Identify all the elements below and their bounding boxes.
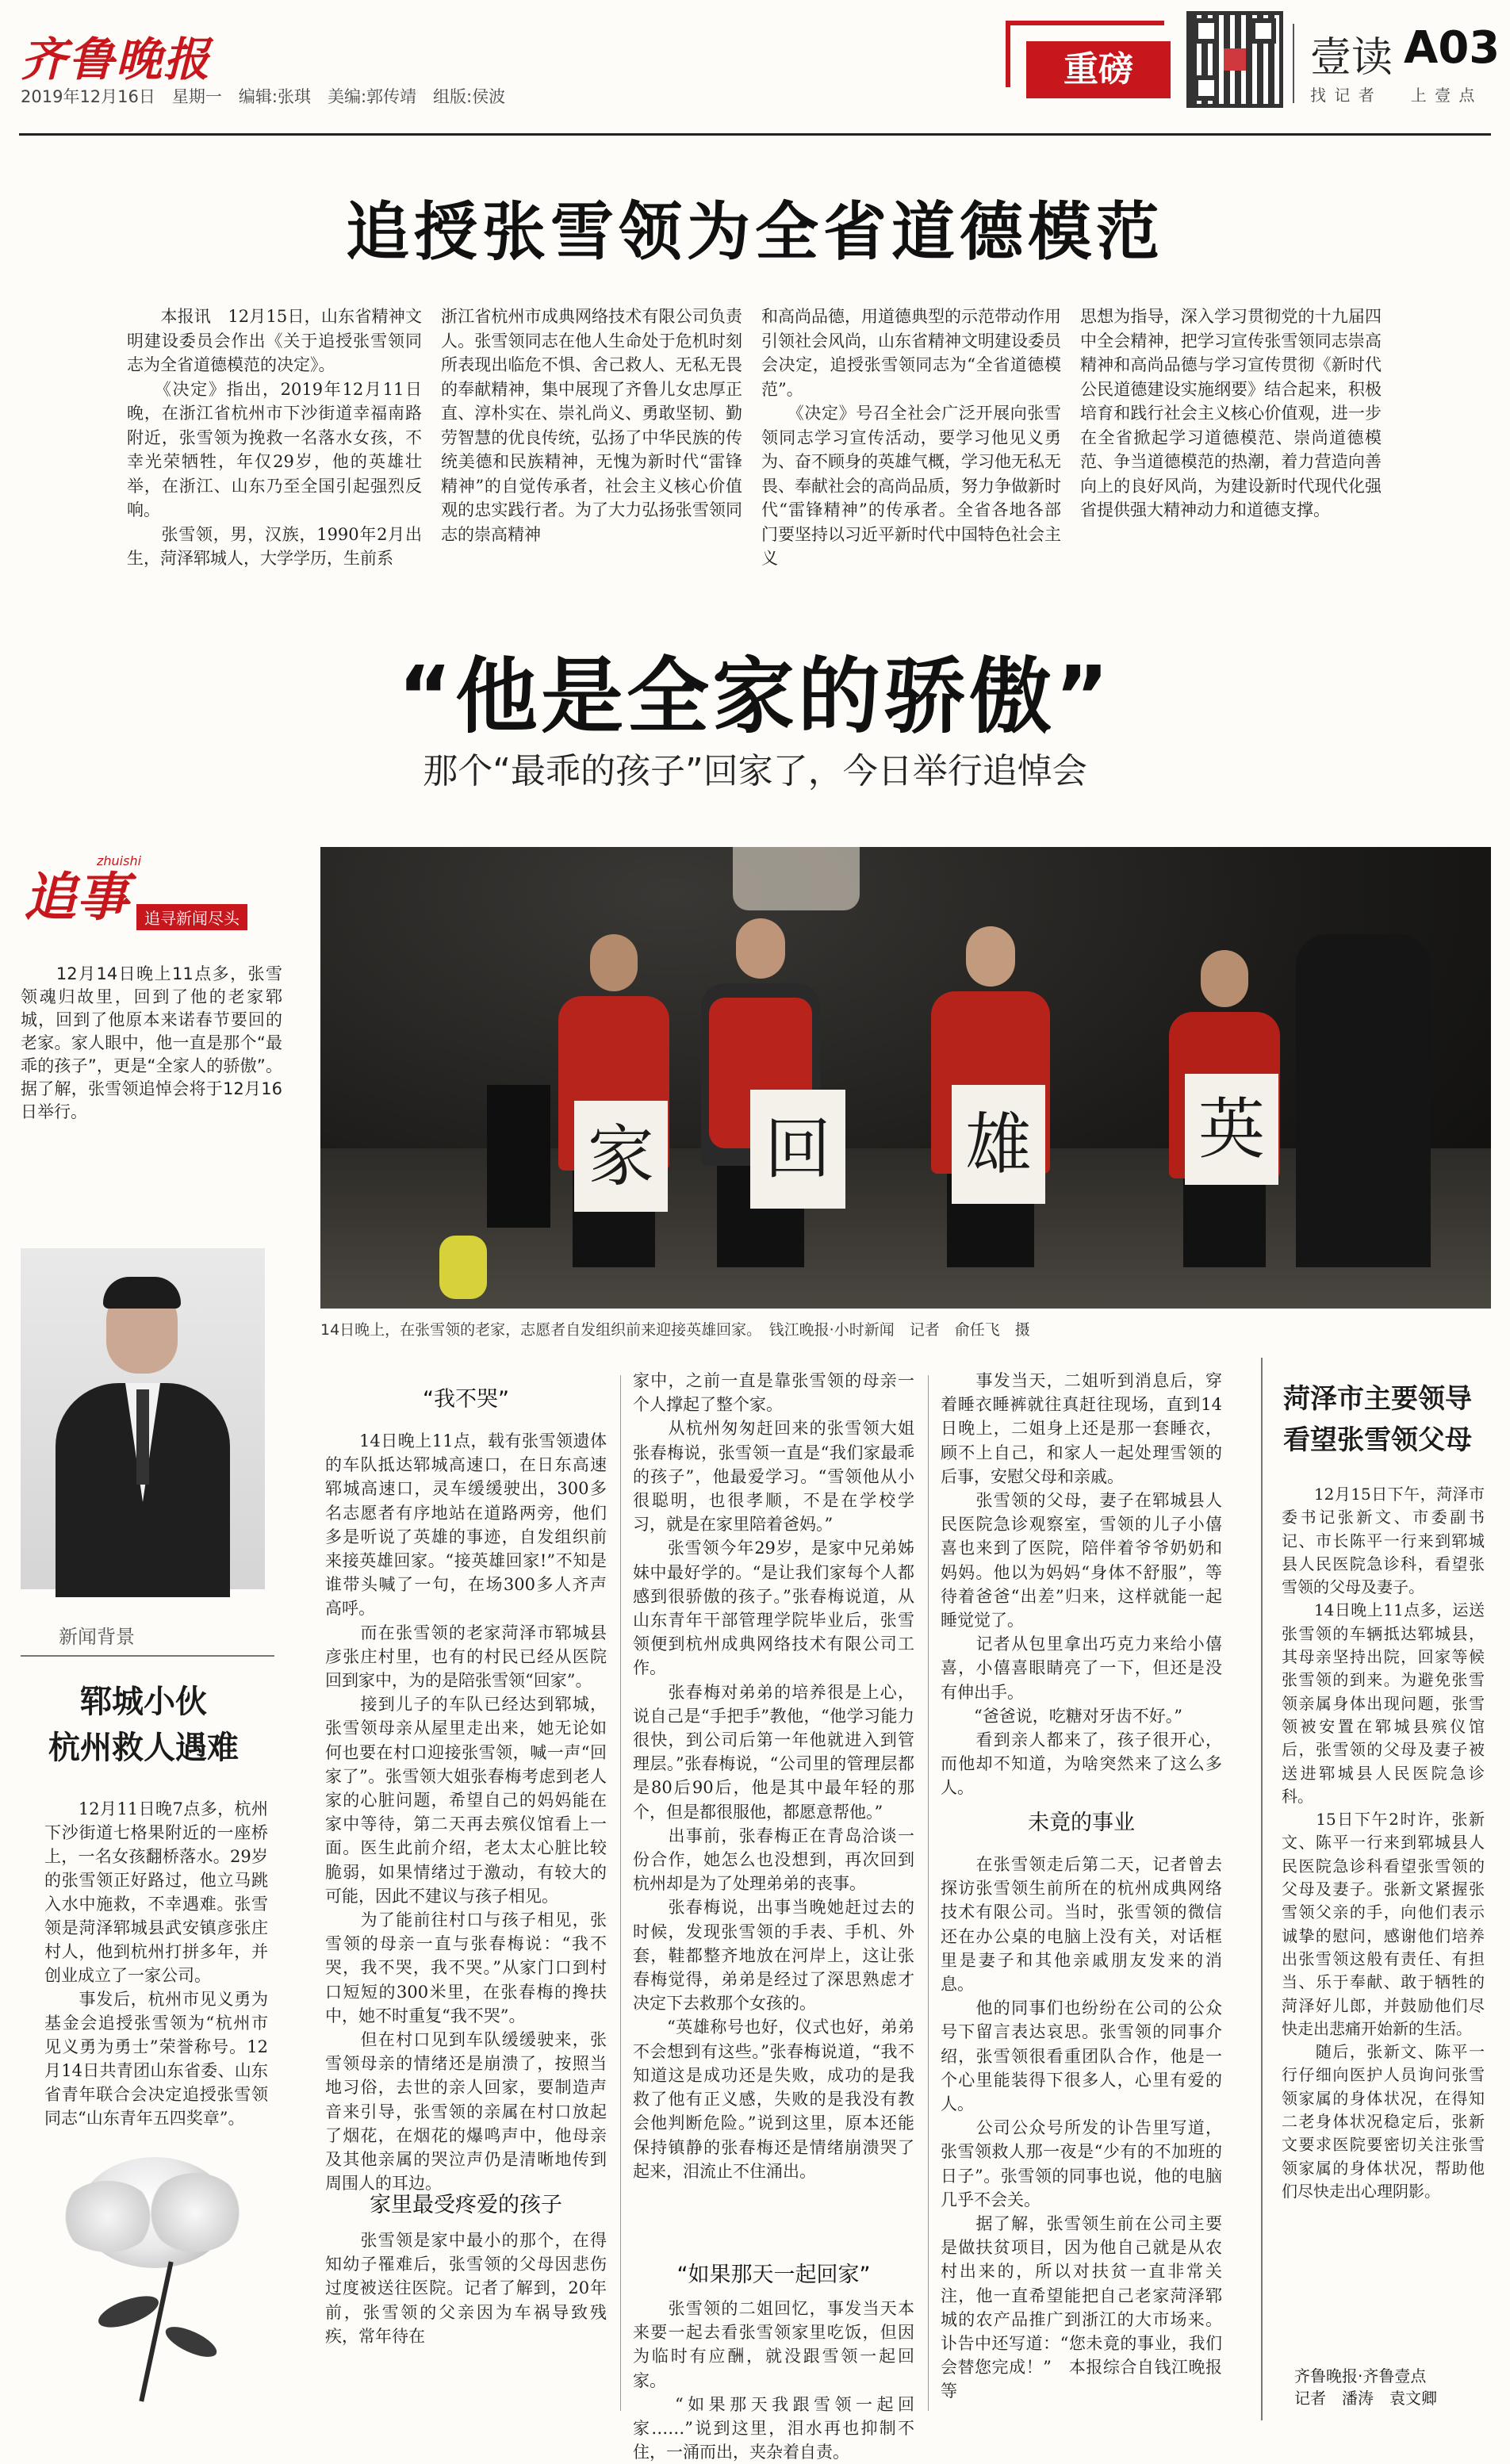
- sign-char: 回: [764, 1110, 831, 1188]
- masthead-rule: [19, 133, 1491, 136]
- section-tag: [1006, 21, 1164, 90]
- subhead-most-loved-child: 家里最受疼爱的孩子: [370, 2193, 562, 2217]
- photo-caption: 14日晚上，在张雪领的老家，志愿者自发组织前来迎接英雄回家。 钱江晚报·小时新闻 记者 俞任飞 摄: [320, 1321, 1030, 1339]
- main-col2b: 张雪领的二姐回忆，事发当天本来要一起去看张雪领家里吃饭，但因为临时有应酬，就没跟雪领一起回家。 “如果那天我跟雪领一起回家……”说到这里，泪水再也抑制不住，一涌而出，夹杂着自责。: [633, 2299, 914, 2462]
- masthead: [0, 0, 1510, 143]
- zhuishi-logo: [24, 853, 286, 933]
- subhead-unfinished-career: 未竟的事业: [1028, 1811, 1135, 1835]
- background-title-line2: 杭州救人遇难: [48, 1730, 239, 1766]
- sign-hui: [750, 1090, 845, 1209]
- article1-col4: 思想为指导，深入学习贯彻党的十九届四中全会精神，把学习宣传张雪领同志崇高精神和高尚品德与学习宣传贯彻《新时代公民道德建设实施纲要》结合起来，积极培育和践行社会主义核心价值观，进一步在全省掀起学习道德模范、崇尚道德模范、争当道德模范的热潮，着力营造向善向上的良好风尚，为建设新时代现代化强省提供强大精神动力和道德支撑。: [1080, 307, 1382, 519]
- main-col1b: 张雪领是家中最小的那个，在得知幼子罹难后，张雪领的父母因悲伤过度被送往医院。记者了解到，20年前，张雪领的父亲因为车祸导致残疾，常年待在: [325, 2231, 607, 2346]
- column-divider: [620, 1375, 621, 2411]
- zhuishi-pinyin: zhuishi: [97, 853, 142, 868]
- background-body: 12月11日晚7点多，杭州下沙街道七格果附近的一座桥上，一名女孩翻桥落水。29岁的张雪领正好路过，他立马跳入水中施救，不幸遇难。张雪领是菏泽郓城县武安镇彦张庄村人，他到杭州打拼多年，并创业成立了一家公司。 事发后，杭州市见义勇为基金会追授张雪领为“杭州市见义勇为勇士”荣誉称号。12月14日共青团山东省委、山东省青年联合会决定追授张雪领同志“山东青年五四奖章”。: [44, 1799, 268, 2128]
- background-label: 新闻背景: [21, 1618, 274, 1657]
- sidebar-byline: 齐鲁晚报·齐鲁壹点 记者 潘涛 袁文卿: [1294, 2366, 1437, 2408]
- sidebar-title-line2: 看望张雪领父母: [1283, 1424, 1472, 1456]
- page-number: A03: [1404, 22, 1500, 74]
- section-tag-label: 重磅: [1026, 41, 1171, 98]
- volunteers-photo: [320, 847, 1491, 1309]
- sign-char: 雄: [964, 1106, 1032, 1183]
- main-col3: 事发当天，二姐听到消息后，穿着睡衣睡裤就往真赶往现场，直到14日晚上，二姐身上还是那一套睡衣，顾不上自己，和家人一起处理雪领的后事，安慰父母和亲戚。 张雪领的父母，妻子在郓城县人民医院急诊观察室，雪领的儿子小僖喜也来到了医院，陪伴着爷爷奶奶和妈妈。他以为妈妈“身体不舒服”，等待着爸爸“出差”归来，这样就能一起睡觉觉了。 记者从包里拿出巧克力来给小僖喜，小僖喜眼睛亮了一下，但还是没有伸出手。 “爸爸说，吃糖对牙齿不好。” 看到亲人都来了，孩子很开心，而他却不知道，为啥突然来了这么多人。: [941, 1371, 1222, 1798]
- main-col2: 家中，之前一直是靠张雪领的母亲一个人撑起了整个家。 从杭州匆匆赶回来的张雪领大姐张春梅说，张雪领一直是“我们家最乖的孩子”，他最爱学习。“雪领他从小很聪明，也很孝顺，不是在学校学习，就是在家里陪着爸妈。” 张雪领今年29岁，是家中兄弟姊妹中最好学的。“是让我们家每个人都感到很骄傲的孩子。”张春梅说道，从山东青年干部管理学院毕业后，张雪领便到杭州成典网络技术有限公司工作。 张春梅对弟弟的培养很是上心，说自己是“手把手”教他，“他学习能力很快，到公司后第一年他就进入到管理层。”张春梅说，“公司里的管理层都是80后90后，他是其中最年轻的那个，但是都很服他，都愿意帮他。” 出事前，张春梅正在青岛洽谈一份合作，她怎么也没想到，再次回到杭州却是为了处理弟弟的丧事。 张春梅说，出事当晚她赶过去的时候，发现张雪领的手表、手机、外套，鞋都整齐地放在河岸上，这让张春梅觉得，弟弟是经过了深思熟虑才决定下去救那个女孩的。 “英雄称号也好，仪式也好，弟弟不会想到有这些。”张春梅说道，“我不知道这是成功还是失败，成功的是我救了他有正义感，失败的是我没有教会他判断危险。”说到这里，原本还能保持镇静的张春梅还是情绪崩溃哭了起来，泪流止不住涌出。: [633, 1371, 914, 2181]
- sign-ying: [1185, 1074, 1278, 1185]
- headline-moral-model: 追授张雪领为全省道德模范: [346, 195, 1164, 269]
- subhead-if-home-together: “如果那天一起回家”: [676, 2263, 871, 2287]
- column-divider: [928, 1375, 929, 2411]
- newspaper-logo: 齐鲁晚报: [21, 33, 212, 86]
- article1-col2: 浙江省杭州市成典网络技术有限公司负责人。张雪领同志在他人生命处于危机时刻所表现出临危不惧、舍己救人、无私无畏的奉献精神，集中展现了齐鲁儿女忠厚正直、淳朴实在、崇礼尚义、勇敢坚韧、勤劳智慧的优良传统，弘扬了中华民族的传统美德和民族精神，无愧为新时代“雷锋精神”的自觉传承者，社会主义核心价值观的忠实践行者。为了大力弘扬张雪领同志的崇高精神: [441, 307, 742, 544]
- sidebar-title-line1: 菏泽市主要领导: [1283, 1383, 1472, 1415]
- headline-family-pride: “他是全家的骄傲”: [397, 648, 1113, 745]
- article1-col1: 本报讯 12月15日，山东省精神文明建设委员会作出《关于追授张雪领同志为全省道德模范的决定》。 《决定》指出，2019年12月11日晚，在浙江省杭州市下沙街道幸福南路附近，张雪领为挽救一名落水女孩，不幸光荣牺牲，年仅29岁，他的英雄壮举，在浙江、山东乃至全国引起强烈反响。 张雪领，男，汉族，1990年2月出生，菏泽郓城人，大学学历，生前系: [127, 307, 422, 568]
- page-name: 壹读: [1310, 34, 1393, 82]
- article1-col3: 和高尚品德，用道德典型的示范带动作用引领社会风尚，山东省精神文明建设委员会决定，追授张雪领同志为“全省道德模范”。 《决定》号召全社会广泛开展向张雪领同志学习宣传活动，要学习他见义勇为、奋不顾身的英雄气概，学习他无私无畏、奉献社会的高尚品质，努力争做新时代“雷锋精神”的传承者。全省各地各部门要坚持以习近平新时代中国特色社会主义: [761, 307, 1061, 568]
- sign-char: 英: [1198, 1090, 1265, 1168]
- slogan: 找 记 者 上 壹 点: [1310, 86, 1477, 105]
- sign-xiong: [952, 1085, 1045, 1204]
- sign-char: 家: [587, 1117, 654, 1195]
- white-flower-image: [21, 2110, 306, 2411]
- subhead-i-wont-cry: “我不哭”: [423, 1387, 509, 1412]
- sidebar-box: [1261, 1358, 1491, 2420]
- main-col3b: 在张雪领走后第二天，记者曾去探访张雪领生前所在的杭州成典网络技术有限公司。当时，张雪领的微信还在办公桌的电脑上没有关，对话框里是妻子和其他亲戚朋友发来的消息。 他的同事们也纷纷在公司的公众号下留言表达哀思。张雪领的同事介绍，张雪领很看重团队合作，他是一个心里能装得下很多人，心里有爱的人。 公司公众号所发的讣告里写道，张雪领救人那一夜是“少有的不加班的日子”。张雪领的同事也说，他的电脑几乎不会关。 据了解，张雪领生前在公司主要是做扶贫项目，因为他自己就是从农村出来的，所以对扶贫一直非常关注，他一直希望能把自己老家菏泽郓城的农产品推广到浙江的大市场来。讣告中还写道：“您未竟的事业，我们会替您完成！” 本报综合自钱江晚报等: [941, 1855, 1222, 2401]
- reporter-portrait: [21, 1248, 265, 1589]
- main-col1: 14日晚上11点，载有张雪领遗体的车队抵达郓城高速口，在日东高速郓城高速口，灵车缓缓驶出，300多名志愿者有序地站在道路两旁，他们多是听说了英雄的事迹，自发组织前来接英雄回家。“接英雄回家!”不知是谁带头喊了一句，在场300多人齐声高呼。 而在张雪领的老家菏泽市郓城县彦张庄村里，也有的村民已经从医院回到家中，为的是陪张雪领“回家”。 接到儿子的车队已经达到郓城，张雪领母亲从屋里走出来，她无论如何也要在村口迎接张雪领，喊一声“回家了”。张雪领大姐张春梅考虑到老人家的心脏问题，希望自己的妈妈能在家中等待，第二天再去殡仪馆看上一面。医生此前介绍，老太太心脏比较脆弱，如果情绪过于激动，有较大的可能，因此不建议与孩子相见。 为了能前往村口与孩子相见，张雪领的母亲一直与张春梅说：“我不哭，我不哭，我不哭。”从家门口到村口短短的300米里，在张春梅的搀扶中，她不时重复“我不哭”。 但在村口见到车队缓缓驶来，张雪领母亲的情绪还是崩溃了，按照当地习俗，去世的亲人回家，要制造声音来引导，张雪领的亲属在村口放起了烟花，在烟花的爆鸣声中，他母亲及其他亲属的哭泣声仍是清晰地传到周围人的耳边。: [325, 1431, 607, 2194]
- sidebar-body: 12月15日下午，菏泽市委书记张新文、市委副书记、市长陈平一行来到郓城县人民医院急诊科，看望张雪领的父母及妻子。 14日晚上11点多，运送张雪领的车辆抵达郓城县，其母亲坚持出院，回家等候张雪领的到来。为避免张雪领亲属身体出现问题，张雪领被安置在郓城县殡仪馆后，张雪领的父母及妻子被送进郓城县人民医院急诊科。 15日下午2时许，张新文、陈平一行来到郓城县人民医院急诊科看望张雪领的父母及妻子。张新文紧握张雪领父亲的手，向他们表示诚挚的慰问，感谢他们培养出张雪领这般有责任、有担当、乐于奉献、敢于牺牲的菏泽好儿郎，并鼓励他们尽快走出悲痛开始新的生活。 随后，张新文、陈平一行仔细向医护人员询问张雪领家属的身体状况，在得知二老身体状况稳定后，张新文要求医院要密切关注张雪领家属的身体状况，帮助他们尽快走出心理阴影。: [1282, 1485, 1485, 2201]
- background-title-line1: 郓城小伙: [80, 1684, 207, 1720]
- zhuishi-logo-chars: 追事: [24, 866, 128, 928]
- qr-code-icon: [1186, 11, 1283, 108]
- issue-meta: 2019年12月16日 星期一 编辑:张琪 美编:郭传靖 组版:侯波: [21, 87, 506, 106]
- sign-jia: [574, 1101, 668, 1212]
- lead-paragraph: 12月14日晚上11点多，张雪领魂归故里，回到了他的老家郓城，回到了他原本来诺春节要回的老家。家人眼中，他一直是那个“最乖的孩子”，更是“全家人的骄傲”。据了解，张雪领追悼会将于12月16日举行。: [21, 964, 282, 1121]
- subheadline: 那个“最乖的孩子”回家了，今日举行追悼会: [423, 751, 1087, 791]
- zhuishi-tagline: 追寻新闻尽头: [136, 904, 247, 930]
